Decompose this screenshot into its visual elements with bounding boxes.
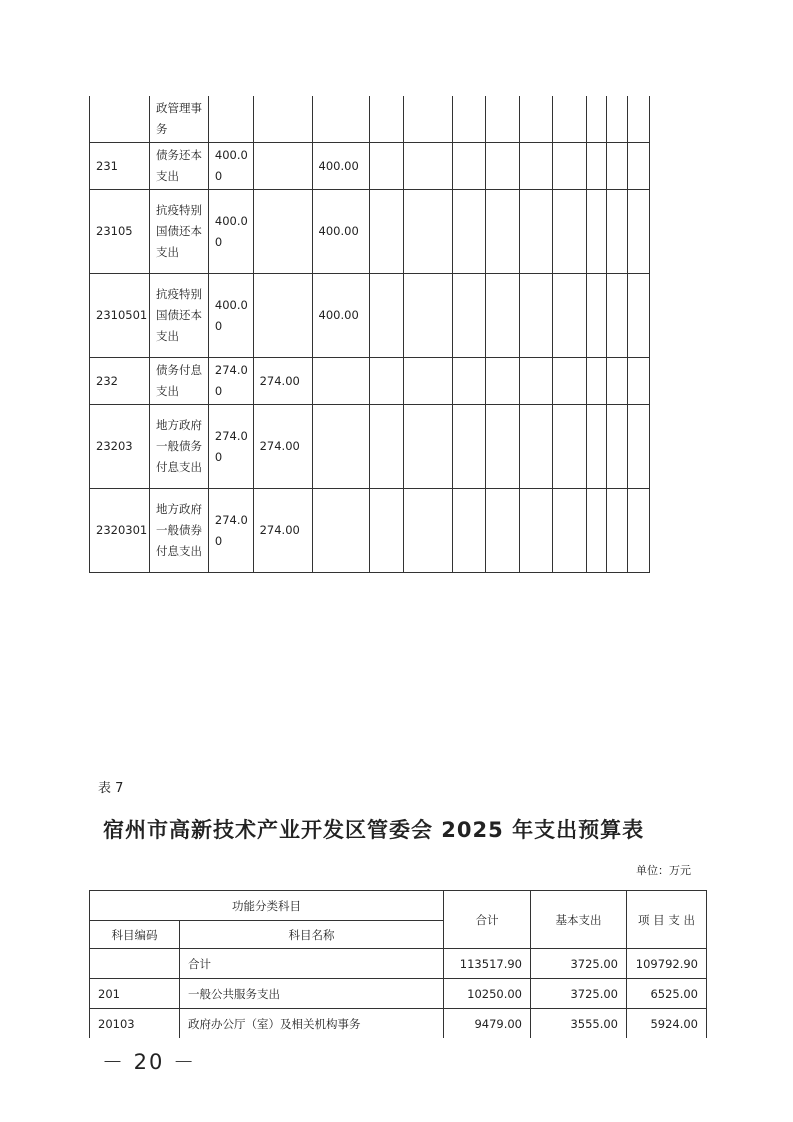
empty-cell [370, 405, 404, 489]
table-row [90, 143, 650, 190]
empty-cell [452, 190, 486, 274]
total-cell: 400.00 [208, 190, 253, 274]
basic-expenditure-cell: 3725.00 [531, 949, 627, 979]
basic-expenditure-cell [253, 143, 312, 190]
empty-cell [586, 489, 606, 573]
empty-cell [519, 96, 553, 143]
subject-name-cell: 抗疫特别国债还本支出 [149, 274, 208, 358]
subject-name-cell: 地方政府一般债务付息支出 [149, 405, 208, 489]
project-expenditure-cell: 109792.90 [627, 949, 707, 979]
empty-cell [403, 358, 452, 405]
project-expenditure-cell [312, 358, 370, 405]
total-cell: 113517.90 [444, 949, 531, 979]
basic-expenditure-cell [253, 190, 312, 274]
empty-cell [403, 143, 452, 190]
header-function-category: 功能分类科目 [90, 891, 444, 921]
page-number: － 20 － [102, 1050, 197, 1074]
table-row [90, 949, 707, 979]
subject-code-cell [90, 96, 150, 143]
empty-cell [553, 190, 587, 274]
empty-cell [586, 190, 606, 274]
table-row [90, 489, 650, 573]
basic-expenditure-cell: 3725.00 [531, 979, 627, 1009]
table-row [90, 358, 650, 405]
empty-cell [403, 489, 452, 573]
project-expenditure-cell: 400.00 [312, 190, 370, 274]
table-row [90, 405, 650, 489]
empty-cell [452, 143, 486, 190]
empty-cell [627, 274, 649, 358]
empty-cell [519, 274, 553, 358]
subject-name-cell: 地方政府一般债券付息支出 [149, 489, 208, 573]
basic-expenditure-cell [253, 274, 312, 358]
header-total: 合计 [444, 891, 531, 949]
total-cell: 274.00 [208, 489, 253, 573]
subject-name-cell: 债务还本支出 [149, 143, 208, 190]
subject-code-cell: 20103 [90, 1009, 180, 1039]
empty-cell [607, 190, 627, 274]
empty-cell [486, 190, 520, 274]
basic-expenditure-cell: 274.00 [253, 405, 312, 489]
empty-cell [607, 405, 627, 489]
basic-expenditure-cell: 274.00 [253, 489, 312, 573]
subject-code-cell: 2310501 [90, 274, 150, 358]
total-cell: 274.00 [208, 358, 253, 405]
empty-cell [370, 190, 404, 274]
empty-cell [519, 405, 553, 489]
empty-cell [486, 405, 520, 489]
project-expenditure-cell: 6525.00 [627, 979, 707, 1009]
empty-cell [553, 274, 587, 358]
subject-code-cell: 231 [90, 143, 150, 190]
subject-code-cell: 232 [90, 358, 150, 405]
project-expenditure-cell [312, 489, 370, 573]
table-row [90, 274, 650, 358]
header-subject-name: 科目名称 [180, 921, 444, 949]
empty-cell [607, 489, 627, 573]
empty-cell [519, 489, 553, 573]
basic-expenditure-cell: 274.00 [253, 358, 312, 405]
basic-expenditure-cell [253, 96, 312, 143]
table-row [90, 1009, 707, 1039]
basic-expenditure-cell: 3555.00 [531, 1009, 627, 1039]
empty-cell [607, 358, 627, 405]
empty-cell [486, 489, 520, 573]
table-row [90, 190, 650, 274]
empty-cell [627, 143, 649, 190]
subject-name-cell: 抗疫特别国债还本支出 [149, 190, 208, 274]
empty-cell [627, 405, 649, 489]
empty-cell [607, 143, 627, 190]
empty-cell [519, 358, 553, 405]
total-cell [208, 96, 253, 143]
empty-cell [627, 96, 649, 143]
subject-code-cell: 2320301 [90, 489, 150, 573]
empty-cell [586, 274, 606, 358]
unit-label: 单位：万元 [636, 864, 691, 877]
empty-cell [486, 358, 520, 405]
empty-cell [370, 143, 404, 190]
subject-name-cell: 一般公共服务支出 [180, 979, 444, 1009]
total-cell: 400.00 [208, 143, 253, 190]
empty-cell [627, 489, 649, 573]
subject-code-cell [90, 949, 180, 979]
table-row [90, 979, 707, 1009]
empty-cell [452, 96, 486, 143]
empty-cell [586, 405, 606, 489]
empty-cell [553, 489, 587, 573]
empty-cell [452, 489, 486, 573]
total-cell: 400.00 [208, 274, 253, 358]
empty-cell [627, 190, 649, 274]
header-subject-code: 科目编码 [90, 921, 180, 949]
total-cell: 9479.00 [444, 1009, 531, 1039]
empty-cell [370, 489, 404, 573]
subject-name-cell: 债务付息支出 [149, 358, 208, 405]
empty-cell [607, 274, 627, 358]
empty-cell [627, 358, 649, 405]
empty-cell [553, 96, 587, 143]
project-expenditure-cell: 400.00 [312, 274, 370, 358]
empty-cell [553, 358, 587, 405]
empty-cell [519, 190, 553, 274]
empty-cell [586, 96, 606, 143]
subject-code-cell: 201 [90, 979, 180, 1009]
total-cell: 274.00 [208, 405, 253, 489]
empty-cell [452, 405, 486, 489]
subject-name-cell: 政管理事务 [149, 96, 208, 143]
empty-cell [452, 358, 486, 405]
subject-name-cell: 合计 [180, 949, 444, 979]
empty-cell [370, 274, 404, 358]
project-expenditure-cell: 400.00 [312, 143, 370, 190]
project-expenditure-cell [312, 405, 370, 489]
project-expenditure-cell: 5924.00 [627, 1009, 707, 1039]
empty-cell [403, 274, 452, 358]
subject-code-cell: 23105 [90, 190, 150, 274]
total-cell: 10250.00 [444, 979, 531, 1009]
subject-code-cell: 23203 [90, 405, 150, 489]
empty-cell [553, 405, 587, 489]
empty-cell [403, 190, 452, 274]
empty-cell [452, 274, 486, 358]
empty-cell [486, 274, 520, 358]
header-project-expenditure: 项 目 支 出 [627, 891, 707, 949]
project-expenditure-cell [312, 96, 370, 143]
empty-cell [519, 143, 553, 190]
expenditure-budget-table [89, 890, 707, 1038]
empty-cell [607, 96, 627, 143]
empty-cell [553, 143, 587, 190]
subject-name-cell: 政府办公厅（室）及相关机构事务 [180, 1009, 444, 1039]
empty-cell [486, 96, 520, 143]
table-row [90, 96, 650, 143]
empty-cell [370, 96, 404, 143]
empty-cell [486, 143, 520, 190]
expenditure-table-continued [89, 96, 650, 573]
header-basic-expenditure: 基本支出 [531, 891, 627, 949]
empty-cell [586, 143, 606, 190]
empty-cell [403, 96, 452, 143]
table-caption: 表 7 [98, 781, 124, 796]
empty-cell [586, 358, 606, 405]
empty-cell [370, 358, 404, 405]
page-title: 宿州市高新技术产业开发区管委会 2025 年支出预算表 [103, 818, 645, 842]
empty-cell [403, 405, 452, 489]
